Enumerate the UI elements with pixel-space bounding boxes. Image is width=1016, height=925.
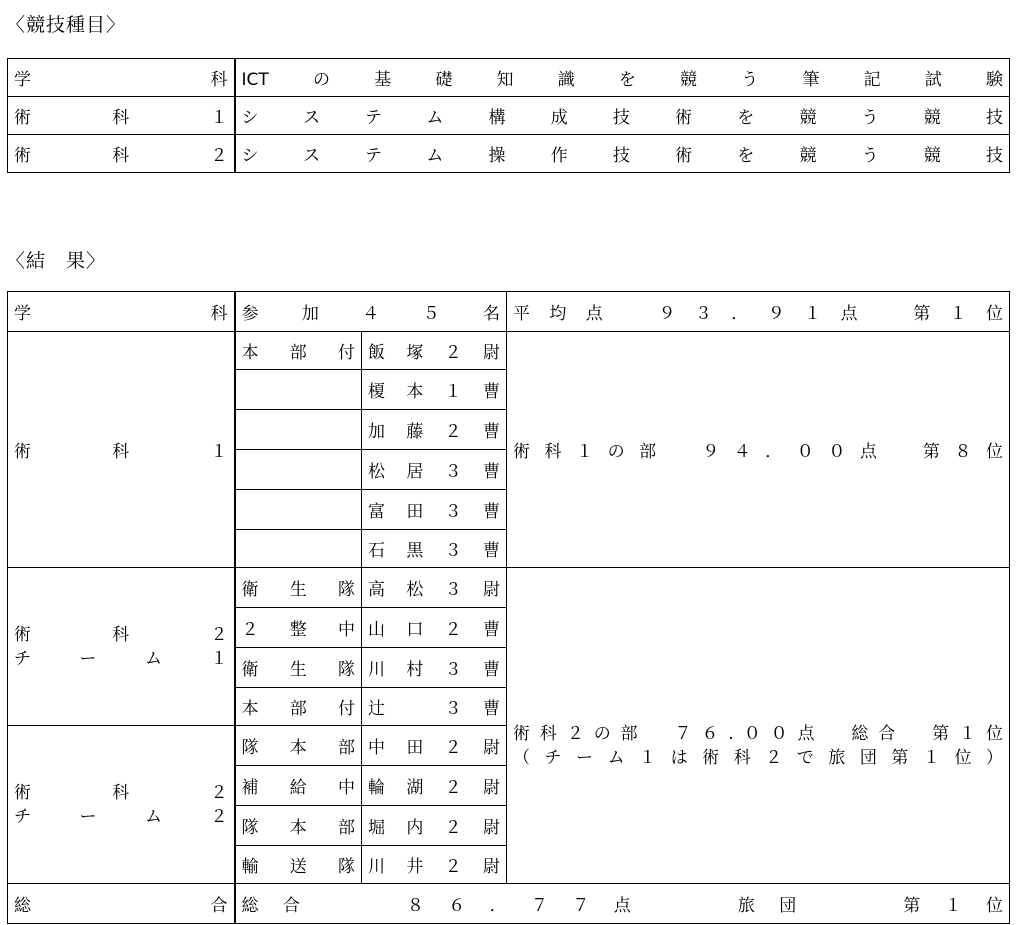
member-unit (235, 530, 362, 568)
member-name: 川井２尉 (362, 846, 507, 884)
event-description: ICTの基礎知識を競う筆記試験 (235, 59, 1010, 97)
member-name: 加藤２曹 (362, 410, 507, 450)
jutsuka1-result: 術科１の部 ９４．００点 第８位 (507, 332, 1010, 568)
member-name: 石黒３曹 (362, 530, 507, 568)
team1-label (8, 568, 235, 726)
table-row (8, 568, 1010, 608)
member-unit: 本部付 (235, 688, 362, 726)
member-unit (235, 450, 362, 490)
member-unit: 隊本部 (235, 806, 362, 846)
table-row (8, 292, 1010, 332)
member-unit: 本部付 (235, 332, 362, 370)
member-unit: 衛生隊 (235, 648, 362, 688)
table-row (8, 884, 1010, 924)
team2-label-line2: チーム２ (14, 806, 228, 827)
member-unit: 輸送隊 (235, 846, 362, 884)
member-unit: 隊本部 (235, 726, 362, 766)
member-name: 榎本１曹 (362, 370, 507, 410)
member-name: 堀内２尉 (362, 806, 507, 846)
member-name: 輪湖２尉 (362, 766, 507, 806)
header-dept: 学科 (8, 292, 235, 332)
member-name: 富田３曹 (362, 490, 507, 530)
total-summary: 総合 ８６．７７点 旅団 第１位 (235, 884, 1010, 924)
member-unit: ２整中 (235, 608, 362, 648)
member-name: 川村３曹 (362, 648, 507, 688)
event-description: システム操作技術を競う競技 (235, 135, 1010, 173)
table-row (8, 135, 1010, 173)
table-row (8, 59, 1010, 97)
results-heading: 〈結 果〉 (6, 250, 107, 272)
member-unit (235, 410, 362, 450)
member-unit: 衛生隊 (235, 568, 362, 608)
header-participants: 参加４５名 (235, 292, 507, 332)
total-dept: 総合 (8, 884, 235, 924)
event-description: システム構成技術を競う競技 (235, 97, 1010, 135)
event-dept: 術科２ (8, 135, 235, 173)
member-name: 飯塚２尉 (362, 332, 507, 370)
header-score: 平均点 ９３．９１点 第１位 (507, 292, 1010, 332)
team2-label (8, 726, 235, 884)
event-dept: 術科１ (8, 97, 235, 135)
member-name: 中田２尉 (362, 726, 507, 766)
events-heading: 〈競技種目〉 (6, 14, 127, 36)
team1-label-line2: チーム１ (14, 648, 228, 669)
member-unit (235, 370, 362, 410)
jutsuka1-label: 術科１ (8, 332, 235, 568)
event-dept: 学科 (8, 59, 235, 97)
results-table (7, 291, 1010, 924)
table-row (8, 97, 1010, 135)
member-unit: 補給中 (235, 766, 362, 806)
team2-label-line1: 術科２ (14, 782, 228, 803)
member-unit (235, 490, 362, 530)
jutsuka2-result-line1: 術科２の部 ７６.００点 総合 第１位 (513, 723, 1003, 744)
member-name: 高松３尉 (362, 568, 507, 608)
jutsuka2-result-line2: （チーム１は術科２で旅団第１位） (513, 747, 1003, 768)
member-name: 辻 ３曹 (362, 688, 507, 726)
member-name: 松居３曹 (362, 450, 507, 490)
jutsuka2-result (507, 568, 1010, 884)
events-table (7, 58, 1010, 173)
team1-label-line1: 術科２ (14, 624, 228, 645)
member-name: 山口２曹 (362, 608, 507, 648)
table-row (8, 332, 1010, 370)
